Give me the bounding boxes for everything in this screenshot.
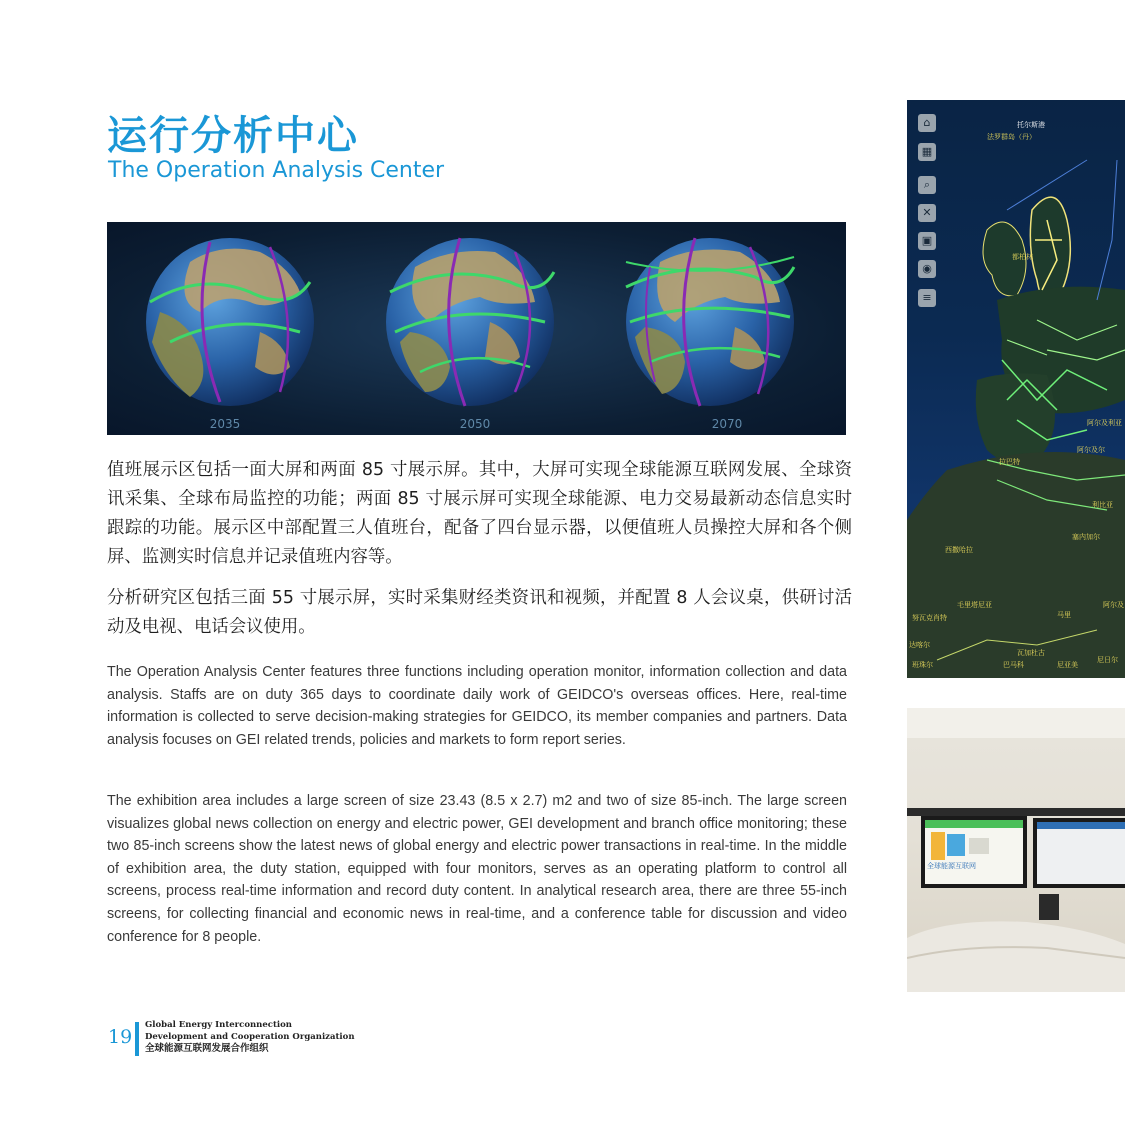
cn-paragraph-2: 分析研究区包括三面 55 寸展示屏，实时采集财经类资讯和视频，并配置 8 人会议桌，供研讨活动及电视、电话会议使用。 xyxy=(107,588,852,637)
grid-map-image xyxy=(907,100,1125,678)
footer-org-en-line1: Global Energy Interconnection xyxy=(145,1020,292,1030)
globe-label-2035: 2035 xyxy=(209,417,241,431)
map-label: 托尔斯港 xyxy=(1017,121,1045,129)
footer-organization xyxy=(145,1020,355,1055)
map-label: 班珠尔 xyxy=(912,661,933,669)
grid-icon[interactable]: ▦ xyxy=(918,143,936,161)
search-icon[interactable]: ⌕ xyxy=(918,176,936,194)
image-icon[interactable]: ▣ xyxy=(918,232,936,250)
page-title-cn: 运行分析中心 xyxy=(107,113,359,159)
map-label: 塞内加尔 xyxy=(1072,533,1100,541)
en-paragraph-1: The Operation Analysis Center features three functions including operation monitor, information collection and data analysis. Staffs are on duty 365 days to coordinate daily work of GEIDCO's overseas offices. Here, real-time information is collected to serve decision-making strategies for GEIDCO, its member companies and partners. Data analysis focuses on GEI related trends, policies and markets to form report series. xyxy=(107,664,847,748)
room-screen-text: 全球能源互联网 xyxy=(927,862,976,870)
map-label: 巴马科 xyxy=(1003,661,1024,669)
globes-illustration xyxy=(107,222,846,435)
map-label: 阿尔及尔 xyxy=(1077,446,1105,454)
page-number: 19 xyxy=(108,1026,133,1048)
close-icon[interactable]: ✕ xyxy=(918,204,936,222)
map-illustration xyxy=(907,100,1125,678)
map-label: 尼日尔 xyxy=(1097,656,1118,664)
map-label: 努瓦克肖特 xyxy=(912,614,947,622)
map-label: 法罗群岛（丹） xyxy=(987,133,1036,141)
map-label: 阿尔及 xyxy=(1103,601,1124,609)
map-label: 都柏林 xyxy=(1012,253,1033,261)
map-label: 阿尔及利亚 xyxy=(1087,419,1122,427)
globe-2035 xyxy=(146,238,314,406)
room-illustration xyxy=(907,708,1125,992)
footer-org-en-line2: Development and Cooperation Organization xyxy=(145,1031,355,1042)
globe-label-2070: 2070 xyxy=(711,417,743,431)
globe-label-2050: 2050 xyxy=(459,417,491,431)
globe-2050 xyxy=(386,238,554,406)
footer-org-cn: 全球能源互联网发展合作组织 xyxy=(145,1043,269,1054)
map-label: 拉巴特 xyxy=(999,458,1020,466)
room-photo xyxy=(907,708,1125,992)
map-label: 马里 xyxy=(1057,611,1071,619)
footer-divider xyxy=(135,1022,139,1056)
globes-image xyxy=(107,222,846,435)
en-paragraph-2: The exhibition area includes a large screen of size 23.43 (8.5 x 2.7) m2 and two of size 85-inch. The large screen visualizes global news collection on energy and electric power, GEI development and branch office monitoring; these two 85-inch screens show the latest news of global energy and electric power transactions in real-time. In the middle of exhibition area, the duty station, equipped with four monitors, serves as an operating platform to control all screens, process real-time information and record duty content. In analytical research area, there are three 55-inch screens, for collecting financial and economic news in real-time, and a conference table for discussion and video conference for 8 people. xyxy=(107,793,847,945)
map-label: 尼亚美 xyxy=(1057,661,1078,669)
page-title-en: The Operation Analysis Center xyxy=(108,158,445,183)
menu-icon[interactable]: ≡ xyxy=(918,289,936,307)
map-label: 西撒哈拉 xyxy=(945,546,973,554)
globe-icon[interactable]: ◉ xyxy=(918,260,936,278)
map-label: 瓦加杜古 xyxy=(1017,649,1045,657)
cn-paragraph-1: 值班展示区包括一面大屏和两面 85 寸展示屏。其中，大屏可实现全球能源互联网发展、全球资讯采集、全球布局监控的功能；两面 85 寸展示屏可实现全球能源、电力交易最新动态信息实时跟踪的功能。展示区中部配置三人值班台，配备了四台显示器，以便值班人员操控大屏和各个侧屏、监测实时信息并记录值班内容等。 xyxy=(107,460,852,567)
map-label: 毛里塔尼亚 xyxy=(957,601,992,609)
globe-2070 xyxy=(626,238,794,406)
map-label: 达喀尔 xyxy=(909,641,930,649)
map-label: 利比亚 xyxy=(1092,501,1113,509)
home-icon[interactable]: ⌂ xyxy=(918,114,936,132)
